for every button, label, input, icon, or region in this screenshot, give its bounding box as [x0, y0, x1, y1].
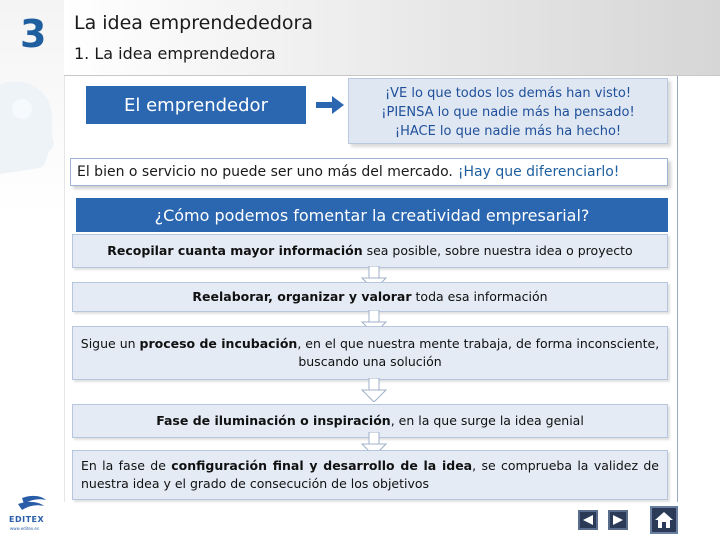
arrow-right-icon	[316, 96, 344, 114]
next-button[interactable]	[608, 510, 628, 530]
step-reelaborar	[72, 282, 668, 312]
home-button[interactable]	[650, 506, 678, 534]
step-bold: Reelaborar, organizar y valorar	[192, 289, 412, 304]
step-text: , en la que surge la idea genial	[390, 413, 584, 428]
play-right-icon	[612, 514, 624, 526]
quote-line-3: ¡HACE lo que nadie más ha hecho!	[394, 124, 622, 139]
step-configuracion	[72, 450, 668, 500]
page-title: La idea emprendededora	[74, 12, 314, 34]
logo-text: EDITEX	[9, 515, 45, 524]
step-bold: Recopilar cuanta mayor información	[107, 243, 363, 258]
chapter-number: 3	[20, 12, 47, 56]
step-text: toda esa información	[411, 289, 548, 304]
statement-box	[70, 158, 668, 186]
quote-box	[348, 78, 668, 144]
step-recopilar	[72, 234, 668, 268]
quote-line-1: ¡VE lo que todos los demás han visto!	[384, 86, 632, 101]
step-bold: proceso de incubación	[139, 336, 298, 351]
header	[64, 0, 720, 76]
head-silhouette-icon	[0, 64, 64, 184]
quote-line-2: ¡PIENSA lo que nadie más ha pensado!	[381, 105, 635, 120]
arrow-down-icon	[360, 378, 388, 402]
step-text: , se comprueba la validez de nuestra idea y el grado de consecución de los objetivos	[81, 458, 659, 491]
step-text: , en el que nuestra mente trabaja, de forma inconsciente, buscando una solución	[297, 336, 660, 369]
previous-button[interactable]	[578, 510, 598, 530]
page-subtitle: 1. La idea emprendedora	[74, 44, 276, 63]
question-bar: ¿Cómo podemos fomentar la creatividad empresarial?	[76, 198, 668, 232]
play-left-icon	[582, 514, 594, 526]
step-incubacion	[72, 326, 668, 380]
step-bold: configuración final y desarrollo de la idea	[171, 458, 473, 473]
step-pre: En la fase de	[81, 458, 172, 473]
statement-accent: ¡Hay que diferenciarlo!	[457, 164, 620, 180]
emprendedor-box: El emprendedor	[86, 86, 306, 124]
statement-text: El bien o servicio no puede ser uno más del mercado.	[77, 164, 453, 180]
step-text: sea posible, sobre nuestra idea o proyecto	[362, 243, 633, 258]
step-pre: Sigue un	[80, 336, 140, 351]
step-bold: Fase de iluminación o inspiración	[156, 413, 391, 428]
logo-url: www.editex.es	[10, 526, 39, 531]
home-icon	[654, 511, 674, 529]
sidebar	[0, 0, 64, 540]
